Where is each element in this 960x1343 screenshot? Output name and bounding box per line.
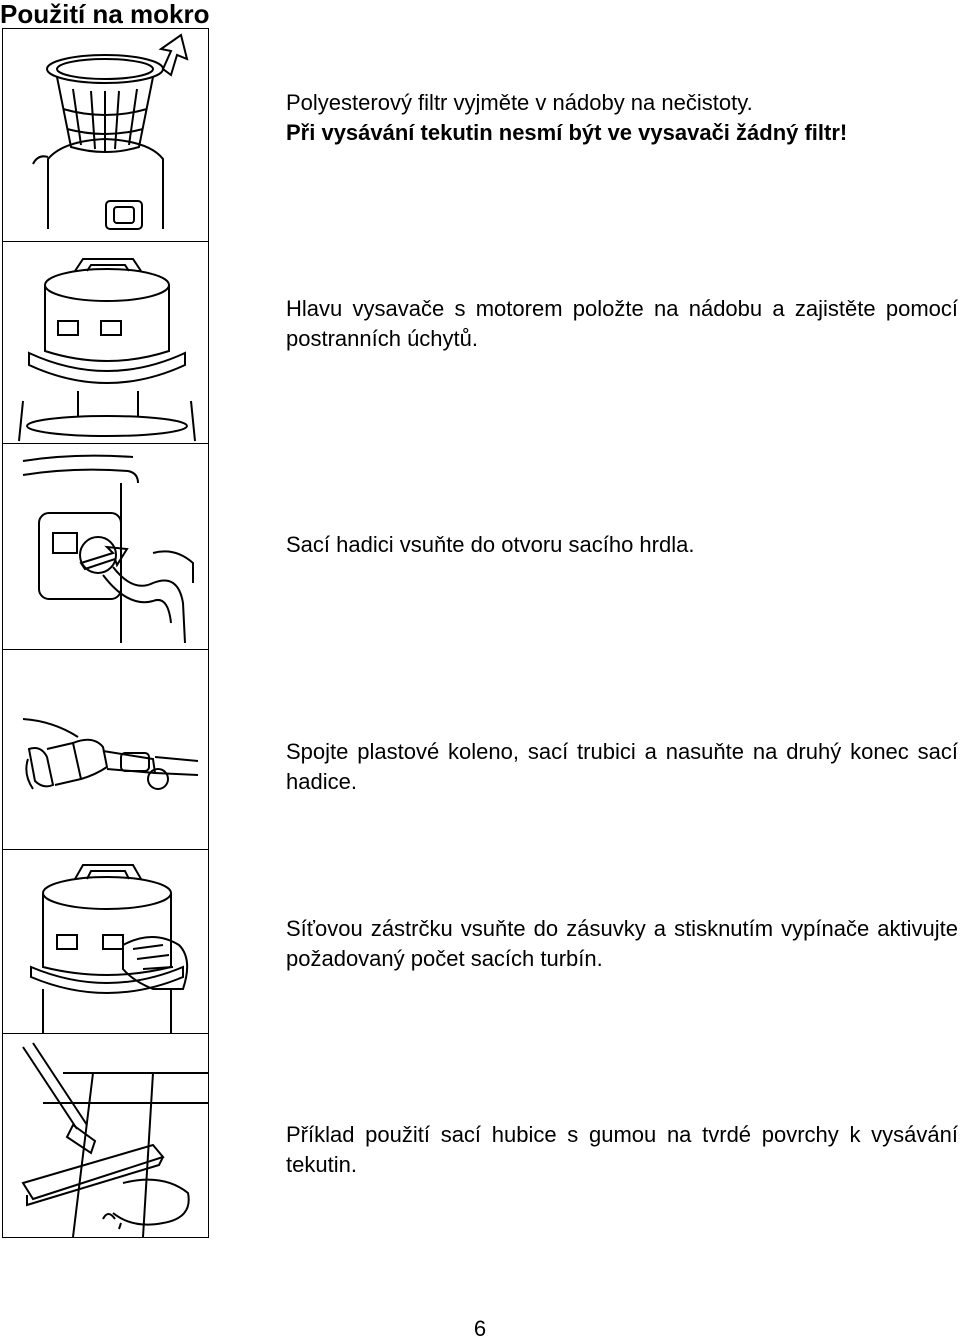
illustration-floor-nozzle [3, 1033, 208, 1237]
illustration-filter-removal [3, 29, 208, 242]
step-1-line-1: Polyesterový filtr vyjměte v nádoby na nečistoty. [286, 90, 753, 115]
step-1-text [286, 88, 958, 148]
floor-nozzle-icon [3, 1033, 208, 1237]
hose-insert-icon [3, 443, 208, 649]
filter-removal-icon [3, 29, 208, 241]
page-title: Použití na mokro [0, 0, 210, 29]
illustration-pipe-connect [3, 649, 208, 850]
step-4-text: Spojte plastové koleno, sací trubici a nasuňte na druhý konec sací hadice. [286, 739, 958, 794]
illustration-power-switch [3, 849, 208, 1034]
illustration-hose-insert [3, 443, 208, 650]
step-6-text: Příklad použití sací hubice s gumou na tvrdé povrchy k vysávání tekutin. [286, 1122, 958, 1177]
illustration-motor-head [3, 241, 208, 444]
power-switch-icon [3, 849, 208, 1033]
step-5-text: Síťovou zástrčku vsuňte do zásuvky a stisknutím vypínače aktivujte požadovaný počet sacích turbín. [286, 916, 958, 971]
page-number: 6 [473, 1316, 487, 1341]
illustration-column [2, 28, 209, 1238]
step-2-text: Hlavu vysavače s motorem položte na nádobu a zajistěte pomocí postranních úchytů. [286, 296, 958, 351]
step-1-warning: Při vysávání tekutin nesmí být ve vysavači žádný filtr! [286, 120, 848, 145]
step-3-text: Sací hadici vsuňte do otvoru sacího hrdla. [286, 532, 695, 557]
pipe-connect-icon [3, 649, 208, 849]
motor-head-icon [3, 241, 208, 443]
